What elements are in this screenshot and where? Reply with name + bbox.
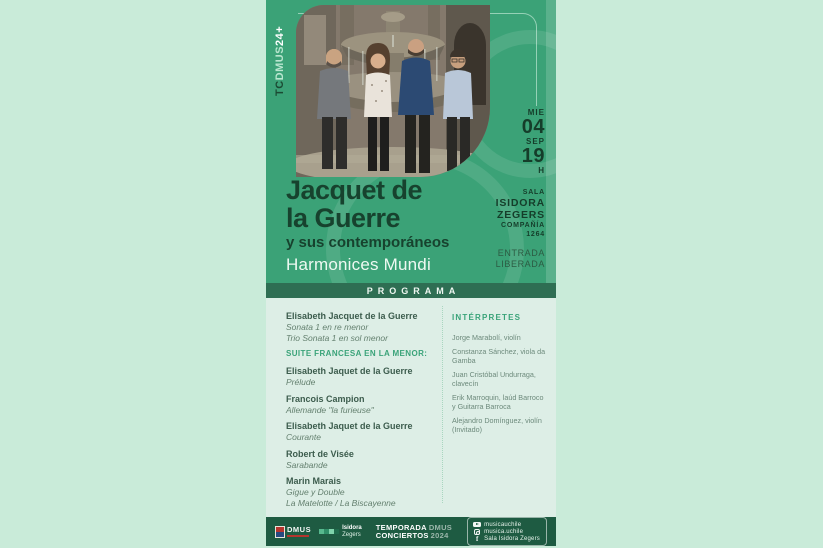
isidora-zegers-logo (319, 525, 362, 538)
composer-name: Elisabeth Jacquet de la Guerre (286, 311, 418, 321)
social-handle: Sala Isidora Zegers (484, 535, 540, 542)
composer-name: Robert de Visée (286, 448, 354, 459)
sala-logo-line2: Zegers (342, 531, 361, 538)
sala-squares-icon (319, 529, 339, 534)
admission-line: ENTRADA (497, 248, 545, 258)
program-entry (286, 449, 442, 471)
composer-name: Francois Campion (286, 393, 365, 404)
performer-item: Alejandro Domínguez, violín (Invitado) (452, 415, 542, 434)
season-year: 2024 (430, 530, 449, 540)
dmus-logo-underline (287, 535, 309, 538)
social-row-instagram (473, 529, 540, 535)
admission-block (455, 248, 545, 270)
piece-title: Sarabande (286, 459, 328, 470)
venue-line: 1264 (526, 231, 545, 238)
season-logo (376, 524, 452, 539)
composer-name: Elisabeth Jaquet de la Guerre (286, 421, 413, 431)
footer-bar (266, 517, 556, 546)
venue-line: SALA (522, 189, 545, 196)
social-row-youtube (473, 522, 540, 528)
program-list (266, 298, 442, 517)
programa-banner (266, 283, 556, 298)
sala-logo-line1: Isidora (342, 525, 362, 531)
social-handle: musicauchile (484, 521, 522, 528)
social-handle: musica.uchile (484, 528, 524, 535)
edition-tag (274, 26, 286, 96)
program-entry (286, 394, 442, 416)
concert-poster (266, 0, 556, 546)
venue-line: ZEGERS (497, 209, 545, 221)
composer-name: Elisabeth Jaquet de la Guerre (286, 366, 413, 376)
program-entry (286, 366, 442, 388)
edition-tag-tc: TC (274, 80, 286, 96)
social-links-box (467, 517, 547, 546)
performers-header: INTÉRPRETES (452, 313, 522, 322)
piece-title: La Matelotte / La Biscayenne (286, 497, 396, 508)
ensemble-name: Harmonices Mundi (286, 255, 431, 274)
venue-line: ISIDORA (495, 197, 545, 209)
piece-title: Courante (286, 432, 321, 442)
performer-item: Jorge Marabolí, violín (452, 333, 521, 342)
facebook-icon: f (476, 534, 479, 543)
piece-title: Gigue y Double (286, 487, 345, 497)
program-entry (286, 421, 442, 443)
venue-line: COMPAÑÍA (501, 222, 545, 229)
season-line2: CONCIERTOS (375, 530, 429, 540)
season-brand: DMUS (428, 523, 453, 532)
performer-item: Constanza Sánchez, viola da Gamba (452, 346, 546, 365)
performers-list (443, 298, 556, 517)
composer-name: Marin Marais (286, 476, 342, 486)
event-month: SEP (525, 137, 545, 146)
program-entry (286, 476, 442, 508)
season-line1: TEMPORADA (375, 523, 427, 532)
performer-item: Erik Marroquin, laúd Barroco y Guitarra Barroca (452, 392, 544, 411)
event-day-name: MIE (527, 108, 545, 117)
event-info (455, 108, 545, 270)
instagram-icon (473, 529, 481, 535)
event-hour-suffix: H (538, 166, 545, 175)
programa-banner-label: PROGRAMA (366, 285, 461, 296)
event-day: 04 (521, 116, 545, 138)
piece-title: Prélude (286, 377, 316, 387)
admission-line: LIBERADA (495, 259, 545, 269)
poster-body (266, 298, 556, 517)
social-row-facebook (473, 536, 540, 542)
poster-title-line2: la Guerre (286, 203, 401, 233)
university-crest-icon (275, 526, 285, 538)
piece-title: Sonata 1 en re menor (286, 322, 369, 332)
venue-block (455, 188, 545, 239)
poster-subtitle: y sus contemporáneos (286, 234, 450, 251)
decorative-band (546, 0, 556, 283)
poster-title-line1: Jacquet de (286, 175, 423, 205)
dmus-logo (275, 526, 311, 538)
piece-title: Trio Sonata 1 en sol menor (286, 332, 388, 343)
edition-tag-year: 24+ (274, 25, 286, 46)
dmus-logo-label: DMUS (287, 524, 312, 534)
suite-header: SUITE FRANCESA EN LA MENOR: (286, 349, 428, 358)
program-entry (286, 311, 442, 343)
event-hour: 19 (521, 145, 545, 167)
performer-item: Juan Cristóbal Undurraga, clavecín (452, 369, 536, 388)
edition-tag-dmus: DMUS (274, 45, 286, 81)
youtube-icon (473, 522, 481, 528)
piece-title: Allemande "la furieuse" (286, 404, 374, 415)
poster-header (266, 0, 556, 283)
